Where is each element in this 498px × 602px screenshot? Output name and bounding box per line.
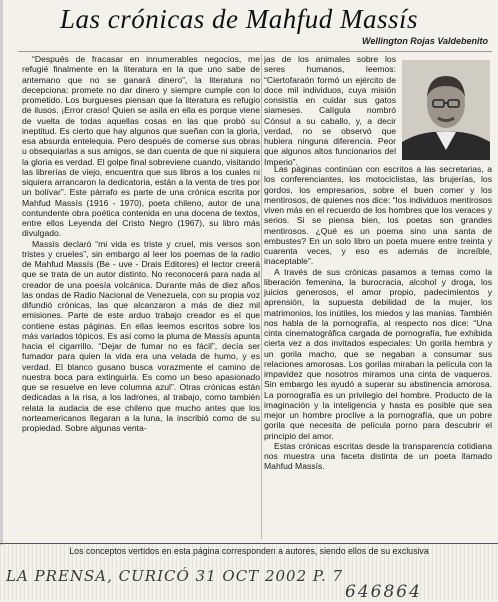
article-title: Las crónicas de Mahfud Massís: [60, 4, 418, 34]
handwritten-source-note: LA PRENSA, CURICÓ 31 OCT 2002 P. 7: [6, 567, 344, 585]
article-author: Wellington Rojas Valdebenito: [361, 36, 488, 46]
footer-disclaimer: Los conceptos vertidos en esta página corresponden a autores, siendo ellos de su exclusiva: [69, 546, 429, 556]
left-column: [22, 54, 260, 433]
left-paragraph-2: Massís declaró “mi vida es triste y cruel, mis versos son tristes y crueles”, sin embargo al leer los poemas de la radio de Mahfud Massís (Be - uve - Drais Editores) el lector creerá que se trata de un autor distinto. No reconocerá para nada al creador de una poesía volcánica. Durante más de diez años las ondas de Radio Nacional de Venezuela, con su propia voz difundió crónicas, las que alcanzaron a más de diez mil emisiones. Parte de este arduo trabajo creador es el que contiene estas páginas. En ellas leemos escritos sobre los más variados tópicos. Es así como la pluma de Massís apunta hacia el cigarrillo. “Dejar de fumar no es fácil”, decía ser fumador para quien la vida era una velada de humo, y es verdad. El blanco gusano busca vorazmente el camino de nuestra boca para extinguirla. Es como un beso apasionado que se resuelve en leve columna azul”. Otras crónicas están dedicadas a la risa, a los ladrones, al trabajo, como también relata la audacia de ese chileno que mucho antes que los norteamericanos llegaran a la luna, la inscribió como de su propiedad. Sobre algunas venta-: [22, 238, 260, 433]
page-left-edge: [0, 0, 3, 545]
portrait-icon: [402, 60, 490, 160]
handwritten-catalog-number: 646864: [345, 582, 422, 602]
column-divider: [261, 54, 262, 539]
header-rule: [18, 51, 492, 52]
author-portrait-photo: [402, 60, 490, 160]
right-bottom-paragraph-3: Estas crónicas escritas desde la transparencia cotidiana nos muestra una faceta distinta de un poeta llamado Mahfud Massís.: [264, 440, 492, 472]
right-column-top: [264, 54, 396, 167]
right-column-bottom: [264, 164, 492, 472]
right-bottom-paragraph-2: A través de sus crónicas pasamos a temas como la liberación femenina, la burocracia, alcohol y droga, los juicios generosos, el amor propio, padecimientos y aprensión, la supuesta debilidad de la mujer, los matrimonios, los inútiles, los miedos y las manías. También nos habla de la pornografía, al respecto nos dice: “Una cinta cinematográfica cargada de pornografía, fue exhibida cierta vez a dos invitados especiales: Un gorila hembra y un gorila macho, que se negaban a consumar sus relaciones amorosas. Los gorilas miraban la película con la impavidez que nosotros miramos una cinta de vaqueros. Sin embargo les ayudó a superar su abstinencia amorosa. La pornografía es un privilegio del hombre. Producto de la imaginación y la inteligencia y hasta es posible que sea mejor un hombre proclive a la pornografía, que un pobre gorila que necesita de película porno para descubrir el principio del amor.: [264, 266, 492, 441]
right-bottom-paragraph-1: Las páginas continúan con escritos a las secretarias, a los conferenciantes, los motociclistas, las brujerías, los gordos, los empresarios, sobre el buen comer y los mentirosos, de quienes nos dice: “los individuos mentirosos viven más en el recuerdo de los hombres que los veraces y serios. Si se piensa bien, los poetas son grandes mentirosos. ¿Qué es un poema sino una santa de embustes? En un solo libro un poeta muere entre treinta y cuarenta veces, y eso es además de increíble, inaceptable”.: [264, 164, 492, 267]
right-top-paragraph: jas de los animales sobre los seres humanos, leemos: “Ciertofaraón formó un ejército de doce mil individuos, cuya misión consistía en cuidar sus gatos siameses. Calígula nombró Cónsul a su caballo, y, a decir verdad, no se observó que hubiera ninguna diferencia. Peor que algunos altos funcionarios del Imperio”.: [264, 54, 396, 167]
left-paragraph-1: “Después de fracasar en innumerables negocios, me refugié finalmente en la literatura en la que uno sabe de antemano que no se ganará dinero”, la literatura no decepciona: promete no dar dinero y siempre cumple con lo prometido. Los burgueses piensan que la literatura es refugio de ilusos. ¡Error craso! Quien se asila en ella es porque viene de vuelta de todas aquellas cosas en las que probó su ineptitud. Es cierto que hay algunos que sueñan con la gloria, esa absurda entelequia. Pero después de comerse sus obras u obsequiarlas a sus amigos, se dan cuenta de que ni siquiera la gloria es verdad. El golpe final sobreviene cuando, visitando las librerías de viejo, encuentra que sus libros a los cuales ni siquiera arrancaron la dedicatoria, están a la venta de tres por un bolívar”. Este párrafo es parte de una crónica escrita por Mahfud Massís (1916 - 1970), poeta chileno, autor de una contundente obra poética contenida en una docena de textos, entre ellos Leyenda del Cristo Negro (1967), su libro más divulgado.: [22, 54, 260, 239]
